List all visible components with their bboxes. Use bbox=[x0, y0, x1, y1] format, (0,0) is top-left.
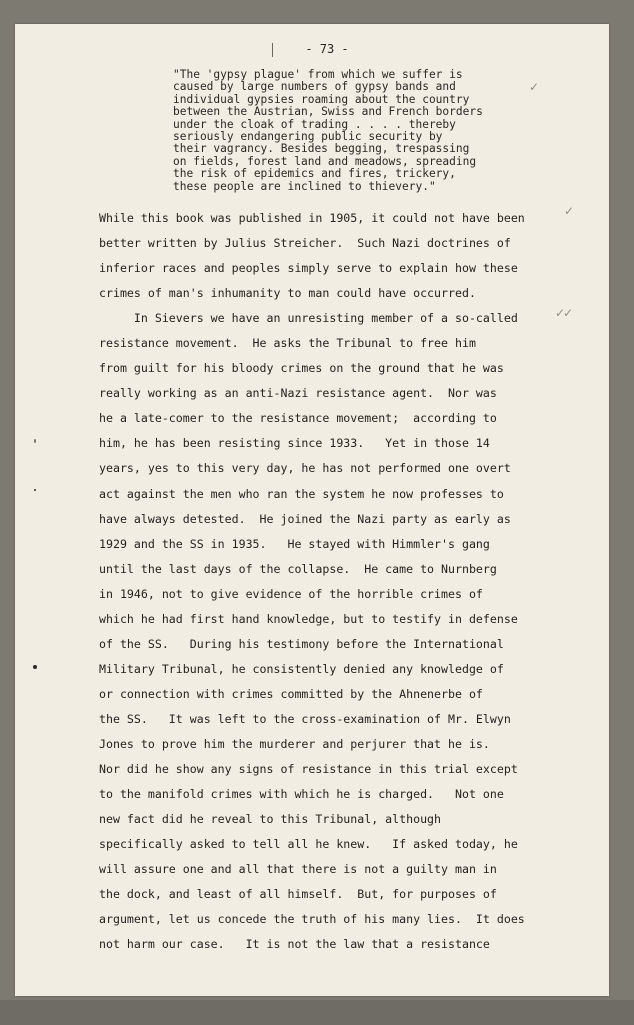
body-line: resistance movement. He asks the Tribunal to free him bbox=[99, 336, 476, 351]
body-line: inferior races and peoples simply serve to explain how these bbox=[99, 261, 518, 276]
body-line: will assure one and all that there is not a guilty man in bbox=[99, 862, 497, 877]
body-line: better written by Julius Streicher. Such Nazi doctrines of bbox=[99, 236, 511, 251]
body-line: really working as an anti-Nazi resistance agent. Nor was bbox=[99, 386, 497, 401]
block-quote bbox=[173, 69, 563, 193]
body-line: crimes of man's inhumanity to man could have occurred. bbox=[99, 286, 476, 301]
body-line: him, he has been resisting since 1933. Yet in those 14 bbox=[99, 436, 490, 451]
quote-line: caused by large numbers of gypsy bands and bbox=[173, 80, 456, 94]
quote-line: their vagrancy. Besides begging, trespassing bbox=[173, 142, 470, 156]
body-line: which he had first hand knowledge, but to testify in defense bbox=[99, 611, 518, 626]
body-line: to the manifold crimes with which he is charged. Not one bbox=[99, 787, 504, 802]
body-line: years, yes to this very day, he has not performed one overt bbox=[99, 461, 511, 476]
pencil-check-icon: ✓ bbox=[564, 204, 575, 218]
body-line: new fact did he reveal to this Tribunal, although bbox=[99, 812, 442, 827]
margin-speck bbox=[33, 665, 37, 669]
margin-speck bbox=[34, 439, 36, 443]
quote-line: seriously endangering public security by bbox=[173, 129, 443, 143]
quote-line: these people are inclined to thievery." bbox=[173, 179, 436, 193]
body-line: he a late-comer to the resistance movement; according to bbox=[99, 411, 497, 426]
body-text bbox=[99, 206, 579, 957]
pencil-double-check-icon: ✓✓ bbox=[555, 306, 572, 320]
body-line: from guilt for his bloody crimes on the ground that he was bbox=[99, 361, 504, 376]
body-line: 1929 and the SS in 1935. He stayed with Himmler's gang bbox=[99, 536, 490, 551]
quote-line: "The 'gypsy plague' from which we suffer is bbox=[173, 68, 463, 81]
body-line: of the SS. During his testimony before the International bbox=[99, 636, 504, 651]
margin-speck bbox=[34, 489, 36, 491]
body-line: specifically asked to tell all he knew. If asked today, he bbox=[99, 837, 518, 852]
body-line: not harm our case. It is not the law that a resistance bbox=[99, 937, 490, 952]
body-line: In Sievers we have an unresisting member of a so-called bbox=[99, 311, 518, 326]
typed-page bbox=[15, 24, 609, 996]
quote-line: the risk of epidemics and fires, trickery, bbox=[173, 167, 456, 181]
body-line: While this book was published in 1905, it could not have been bbox=[99, 211, 525, 225]
body-line: the dock, and least of all himself. But, for purposes of bbox=[99, 887, 497, 902]
body-line: act against the men who ran the system he now professes to bbox=[99, 486, 504, 501]
quote-line: under the cloak of trading . . . . thereby bbox=[173, 117, 456, 131]
quote-line: on fields, forest land and meadows, spreading bbox=[173, 154, 477, 168]
body-line: Jones to prove him the murderer and perjurer that he is. bbox=[99, 736, 490, 751]
pencil-check-icon: ✓ bbox=[529, 80, 540, 94]
body-line: have always detested. He joined the Nazi party as early as bbox=[99, 511, 511, 526]
body-line: in 1946, not to give evidence of the horrible crimes of bbox=[99, 586, 483, 601]
body-line: until the last days of the collapse. He came to Nurnberg bbox=[99, 561, 497, 576]
body-line: the SS. It was left to the cross-examination of Mr. Elwyn bbox=[99, 711, 511, 726]
body-line: Nor did he show any signs of resistance in this trial except bbox=[99, 762, 518, 777]
page-number: - 73 - bbox=[305, 42, 349, 56]
quote-line: between the Austrian, Swiss and French borders bbox=[173, 105, 483, 119]
body-line: argument, let us concede the truth of his many lies. It does bbox=[99, 912, 525, 927]
scanner-background-strip bbox=[0, 1000, 634, 1025]
quote-line: individual gypsies roaming about the country bbox=[173, 92, 470, 106]
body-line: or connection with crimes committed by the Ahnenerbe of bbox=[99, 686, 483, 701]
body-line: Military Tribunal, he consistently denied any knowledge of bbox=[99, 661, 504, 676]
